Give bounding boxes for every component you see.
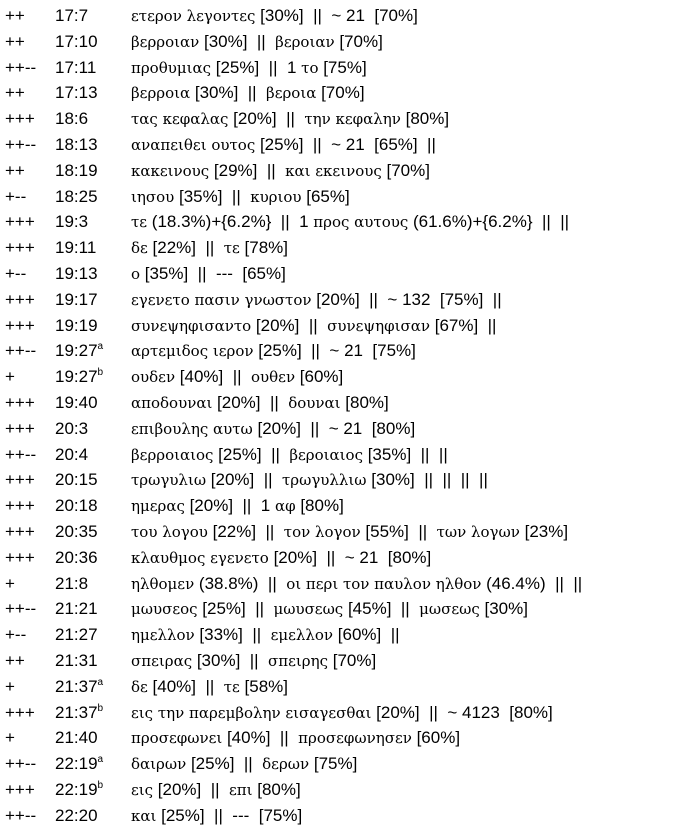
verse-reference: 20:3 <box>55 418 89 438</box>
greek-reading: τε <box>223 239 240 258</box>
reading-stats: [22%] || <box>207 521 284 541</box>
greek-reading: βεροιαν <box>275 32 335 51</box>
variant-row <box>0 467 674 493</box>
greek-reading: επιβουλης αυτω <box>131 419 253 438</box>
greek-reading: ουθεν <box>251 368 296 387</box>
rating-marker: + <box>5 367 15 387</box>
greek-reading: τον λογον <box>283 522 361 541</box>
greek-reading: μωυσεος <box>131 600 198 619</box>
variant-row <box>0 158 674 184</box>
greek-reading: του λογου <box>131 522 208 541</box>
reading-stats: [20%] || ~ 4123 [80%] <box>371 702 553 722</box>
greek-reading: συνεψηφισαντο <box>131 316 252 335</box>
variant-readings <box>131 209 569 236</box>
verse-reference: 20:35 <box>55 521 98 541</box>
greek-reading: ουδεν <box>131 368 176 387</box>
variant-row <box>0 545 674 571</box>
variant-readings <box>131 235 288 262</box>
reading-stats: (61.6%)+{6.2%} || || <box>408 212 570 232</box>
variant-readings <box>131 725 460 752</box>
reading-stats: [80%] <box>295 496 344 516</box>
variant-row <box>0 648 674 674</box>
variant-row <box>0 287 674 313</box>
variant-readings <box>131 648 376 675</box>
rating-marker: +++ <box>5 289 35 309</box>
variant-readings <box>131 29 383 56</box>
rating-marker: ++-- <box>5 134 37 154</box>
greek-reading: το <box>301 58 319 77</box>
reading-stats: [35%] || --- [65%] <box>140 263 286 283</box>
variant-readings <box>131 493 344 520</box>
reading-stats: [55%] || <box>360 521 437 541</box>
reading-stats: [40%] || <box>147 676 224 696</box>
variant-row <box>0 390 674 416</box>
verse-reference: 22:19$^b$ <box>55 779 104 799</box>
reading-stats: [40%] || <box>222 728 299 748</box>
reference-superscript: a <box>97 754 104 766</box>
variant-readings <box>131 80 365 107</box>
reference-superscript: a <box>97 341 104 353</box>
verse-reference: 22:19$^a$ <box>55 754 104 774</box>
rating-marker: +++ <box>5 470 35 490</box>
greek-reading: ο <box>131 264 141 283</box>
reading-stats: [33%] || <box>194 625 271 645</box>
greek-reading: βερροιαν <box>131 32 200 51</box>
greek-reading: βερροιαιος <box>131 445 214 464</box>
reading-stats: [25%] || ~ 21 [65%] || <box>255 134 436 154</box>
verse-reference: 20:15 <box>55 470 98 490</box>
reading-stats: [25%] || <box>213 444 290 464</box>
reading-stats: [78%] <box>239 238 289 258</box>
verse-reference: 21:31 <box>55 650 98 670</box>
greek-reading: προς αυτους <box>313 213 409 232</box>
verse-reference: 21:8 <box>55 573 89 593</box>
variant-row <box>0 596 674 622</box>
variant-row <box>0 725 674 751</box>
rating-marker: ++-- <box>5 805 37 825</box>
rating-marker: +++ <box>5 702 35 722</box>
reading-stats: [80%] <box>252 779 301 799</box>
greek-reading: και <box>131 806 157 825</box>
greek-reading: τε <box>131 213 148 232</box>
greek-reading: αφ <box>274 497 296 516</box>
reading-stats: [20%] || ~ 132 [75%] || <box>311 289 502 309</box>
reading-stats: [20%] || <box>153 779 229 799</box>
variant-readings <box>131 416 415 443</box>
reading-stats: (46.4%) || || <box>481 573 583 593</box>
reading-stats: (18.3%)+{6.2%} || 1 <box>147 212 314 232</box>
rating-marker: + <box>5 573 15 593</box>
variant-readings <box>131 55 367 82</box>
verse-reference: 22:20 <box>55 805 98 825</box>
reference-superscript: b <box>97 779 104 791</box>
reference-superscript: a <box>97 676 104 688</box>
greek-reading: βεροια <box>266 84 317 103</box>
variant-readings <box>131 184 350 211</box>
variant-readings <box>131 700 553 727</box>
verse-reference: 17:10 <box>55 31 98 51</box>
reading-stats: [60%] <box>295 367 344 387</box>
verse-reference: 21:40 <box>55 728 98 748</box>
verse-reference: 18:13 <box>55 134 98 154</box>
variant-readings <box>131 674 288 701</box>
reading-stats: [22%] || <box>147 238 224 258</box>
reading-stats: [23%] <box>519 521 569 541</box>
variant-row <box>0 416 674 442</box>
reading-stats: [70%] <box>334 31 383 51</box>
rating-marker: ++ <box>5 31 25 51</box>
greek-reading: ιησου <box>131 187 175 206</box>
variant-row <box>0 3 674 29</box>
variant-readings <box>131 777 301 804</box>
greek-reading: επι <box>228 780 253 799</box>
reading-stats: [30%] || <box>192 650 269 670</box>
variant-row <box>0 235 674 261</box>
variant-readings <box>131 338 416 365</box>
reading-stats: [75%] <box>309 754 358 774</box>
greek-reading: κυριου <box>250 187 302 206</box>
variant-readings <box>131 442 448 469</box>
verse-reference: 19:11 <box>55 238 97 258</box>
greek-reading: σπειρας <box>131 651 193 670</box>
reading-stats: [35%] || <box>174 186 251 206</box>
variant-row <box>0 493 674 519</box>
variant-row <box>0 184 674 210</box>
rating-marker: +++ <box>5 418 35 438</box>
greek-reading: αναπειθει ουτος <box>131 135 256 154</box>
reading-stats: [20%] || 1 <box>184 496 275 516</box>
verse-reference: 21:37$^b$ <box>55 702 104 722</box>
greek-reading: τε <box>223 677 240 696</box>
reading-stats: [70%] <box>328 650 377 670</box>
rating-marker: +++ <box>5 315 35 335</box>
reading-stats: [75%] <box>318 57 367 77</box>
reading-stats: [45%] || <box>343 599 420 619</box>
greek-reading: προθυμιας <box>131 58 212 77</box>
reading-stats: [80%] <box>400 109 450 129</box>
greek-reading: βερροια <box>131 84 191 103</box>
greek-reading: μωυσεως <box>273 600 344 619</box>
variant-row <box>0 777 674 803</box>
rating-marker: +++ <box>5 496 35 516</box>
rating-marker: ++-- <box>5 341 37 361</box>
variant-row <box>0 622 674 648</box>
variant-readings <box>131 364 343 391</box>
greek-reading: εις την παρεμβολην εισαγεσθαι <box>131 703 372 722</box>
variant-row <box>0 261 674 287</box>
variant-readings <box>131 287 502 314</box>
greek-reading: εγενετο πασιν γνωστον <box>131 290 312 309</box>
variant-row <box>0 313 674 339</box>
verse-reference: 19:13 <box>55 263 98 283</box>
greek-reading: βεροιαιος <box>289 445 363 464</box>
variant-row <box>0 209 674 235</box>
reading-stats: [25%] || ~ 21 [75%] <box>253 341 416 361</box>
variant-row <box>0 29 674 55</box>
greek-reading: σπειρης <box>268 651 328 670</box>
greek-reading: αρτεμιδος ιερον <box>131 342 254 361</box>
variant-row <box>0 674 674 700</box>
variant-readings <box>131 467 488 494</box>
variant-row <box>0 442 674 468</box>
greek-reading: τας κεφαλας <box>131 110 229 129</box>
greek-reading: συνεψηφισαν <box>327 316 430 335</box>
variant-row <box>0 751 674 777</box>
reading-stats: [30%] || ~ 21 [70%] <box>255 6 418 25</box>
greek-reading: εις <box>131 780 154 799</box>
greek-reading: τρωγυλιω <box>131 471 207 490</box>
rating-marker: ++ <box>5 6 25 25</box>
greek-reading: οι περι τον παυλον ηλθον <box>286 574 482 593</box>
reading-stats: [30%] || <box>199 31 276 51</box>
reading-stats: [70%] <box>316 83 365 103</box>
variant-readings <box>131 751 357 778</box>
variant-row <box>0 80 674 106</box>
reading-stats: [65%] <box>301 186 350 206</box>
rating-marker: +++ <box>5 521 35 541</box>
greek-reading: την κεφαλην <box>304 110 401 129</box>
variant-readings <box>131 390 389 417</box>
variant-readings <box>131 596 528 623</box>
rating-marker: +++ <box>5 392 35 412</box>
greek-reading: μωσεως <box>419 600 480 619</box>
reading-stats: [30%] || <box>190 83 267 103</box>
verse-reference: 19:3 <box>55 212 89 232</box>
verse-reference: 20:18 <box>55 496 98 516</box>
verse-reference: 19:27$^a$ <box>55 341 104 361</box>
reading-stats: [20%] || ~ 21 [80%] <box>268 547 432 567</box>
reading-stats: [60%] || <box>333 625 400 645</box>
verse-reference: 17:11 <box>55 57 97 77</box>
reference-superscript: b <box>97 367 104 379</box>
variant-row <box>0 571 674 597</box>
reading-stats: [67%] || <box>430 315 497 335</box>
greek-reading: ετερον λεγοντες <box>131 7 256 25</box>
greek-reading: δε <box>131 239 148 258</box>
reading-stats: [40%] || <box>175 367 251 387</box>
reading-stats: [30%] || || || || <box>366 470 488 490</box>
rating-marker: +-- <box>5 186 27 206</box>
verse-reference: 19:40 <box>55 392 98 412</box>
rating-marker: +++ <box>5 547 35 567</box>
greek-reading: των λογων <box>436 522 520 541</box>
greek-reading: δε <box>131 677 148 696</box>
verse-reference: 21:37$^a$ <box>55 676 104 696</box>
variant-row <box>0 364 674 390</box>
greek-reading: τρωγυλλιω <box>281 471 367 490</box>
reading-stats: [80%] <box>340 392 389 412</box>
greek-reading: αποδουναι <box>131 393 213 412</box>
reading-stats: [25%] || --- [75%] <box>156 805 303 825</box>
verse-reference: 18:19 <box>55 160 98 180</box>
variant-readings <box>131 519 568 546</box>
reading-stats: [58%] <box>239 676 289 696</box>
reading-stats: [20%] || <box>228 109 305 129</box>
variant-readings <box>131 158 430 185</box>
greek-reading: ημελλον <box>131 626 195 645</box>
verse-reference: 20:4 <box>55 444 89 464</box>
reading-stats: [20%] || <box>206 470 282 490</box>
greek-reading: κλαυθμος εγενετο <box>131 548 269 567</box>
variant-row <box>0 803 674 829</box>
reading-stats: [30%] <box>479 599 528 619</box>
verse-reference: 17:7 <box>55 6 89 25</box>
rating-marker: +++ <box>5 238 35 258</box>
reference-superscript: b <box>97 702 104 714</box>
greek-reading: δερων <box>262 755 310 774</box>
rating-marker: ++ <box>5 160 25 180</box>
verse-reference: 19:27$^b$ <box>55 367 104 387</box>
rating-marker: +++ <box>5 109 35 129</box>
verse-reference: 21:27 <box>55 625 98 645</box>
greek-reading: προσεφωνησεν <box>298 729 412 748</box>
reading-stats: [60%] <box>411 728 461 748</box>
greek-reading: δαιρων <box>131 755 187 774</box>
variant-row <box>0 700 674 726</box>
rating-marker: + <box>5 728 15 748</box>
verse-reference: 21:21 <box>55 599 98 619</box>
variant-readings <box>131 132 436 159</box>
variant-row <box>0 55 674 81</box>
verse-reference: 18:6 <box>55 109 89 129</box>
rating-marker: +-- <box>5 263 27 283</box>
greek-reading: ημερας <box>131 497 185 516</box>
rating-marker: ++-- <box>5 599 37 619</box>
rating-marker: ++-- <box>5 754 37 774</box>
rating-marker: ++-- <box>5 57 37 77</box>
reading-stats: [20%] || <box>212 392 289 412</box>
variant-readings <box>131 3 418 30</box>
verse-reference: 19:19 <box>55 315 98 335</box>
greek-reading: εμελλον <box>270 626 334 645</box>
greek-reading: και εκεινους <box>285 161 382 180</box>
rating-marker: +++ <box>5 779 35 799</box>
reading-stats: [35%] || || <box>362 444 448 464</box>
verse-reference: 20:36 <box>55 547 98 567</box>
rating-marker: +-- <box>5 625 27 645</box>
variant-row <box>0 106 674 132</box>
verse-reference: 17:13 <box>55 83 98 103</box>
variant-readings <box>131 106 449 133</box>
reading-stats: [29%] || <box>209 160 286 180</box>
rating-marker: +++ <box>5 212 35 232</box>
variant-readings <box>131 803 302 830</box>
reading-stats: [20%] || ~ 21 [80%] <box>252 418 416 438</box>
reading-stats: [70%] <box>381 160 430 180</box>
greek-reading: δουναι <box>288 393 341 412</box>
variant-readings <box>131 571 582 598</box>
verse-reference: 19:17 <box>55 289 98 309</box>
verse-reference: 18:25 <box>55 186 98 206</box>
variant-row <box>0 338 674 364</box>
variant-readings <box>131 261 286 288</box>
reading-stats: [20%] || <box>251 315 328 335</box>
rating-marker: ++-- <box>5 444 37 464</box>
rating-marker: + <box>5 676 15 696</box>
greek-reading: κακεινους <box>131 161 210 180</box>
reading-stats: [25%] || <box>197 599 274 619</box>
greek-reading: προσεφωνει <box>131 729 223 748</box>
reading-stats: [25%] || <box>186 754 263 774</box>
variant-row <box>0 519 674 545</box>
variant-readings <box>131 622 400 649</box>
reading-stats: [25%] || 1 <box>211 57 302 77</box>
variant-readings <box>131 545 431 572</box>
variant-readings <box>131 313 496 340</box>
greek-reading: ηλθομεν <box>131 574 195 593</box>
rating-marker: ++ <box>5 83 25 103</box>
reading-stats: (38.8%) || <box>194 573 287 593</box>
variant-row <box>0 132 674 158</box>
rating-marker: ++ <box>5 650 25 670</box>
